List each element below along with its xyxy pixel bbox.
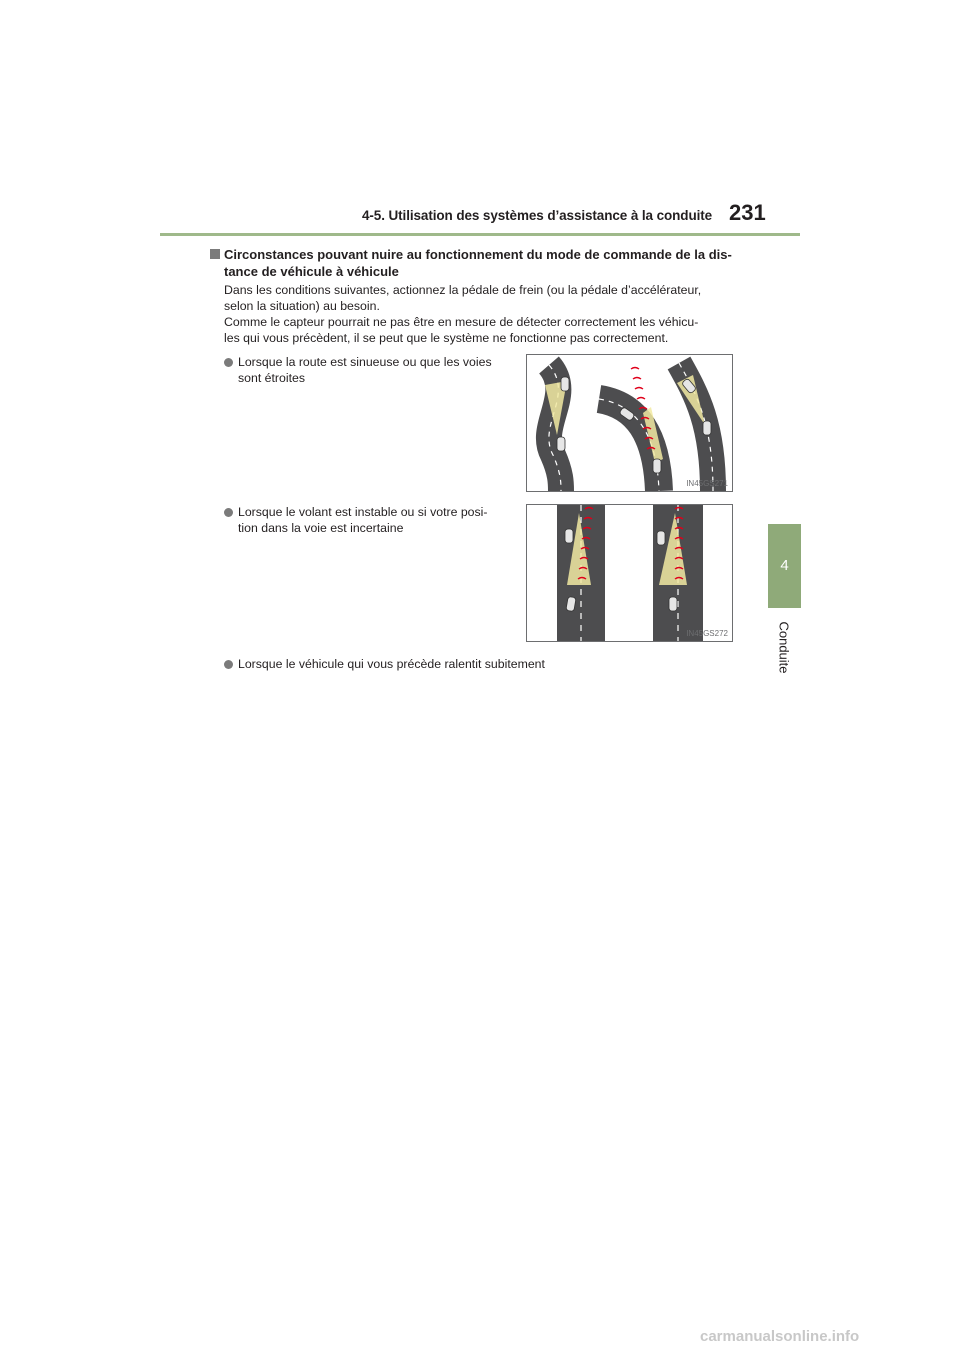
bullet-dot-icon	[224, 508, 233, 517]
chapter-label-container	[768, 612, 801, 682]
car-lead-4	[565, 529, 573, 543]
car-lead-5	[657, 531, 665, 545]
header-rule	[160, 233, 800, 236]
paragraph-2-line2: les qui vous précèdent, il se peut que le système ne fonctionne pas correctement.	[224, 331, 669, 345]
section-heading	[210, 246, 750, 280]
paragraph-1-line2: selon la situation) au besoin.	[224, 299, 380, 313]
figure-code: IN45GS271	[686, 479, 728, 488]
running-header-title: 4-5. Utilisation des systèmes d’assistance à la conduite	[362, 208, 713, 223]
page-number: 231	[729, 200, 766, 225]
section-heading-line2: tance de véhicule à véhicule	[224, 264, 399, 279]
car-lead-1	[561, 377, 569, 391]
curvy-roads-illustration	[527, 355, 732, 491]
bullet-text-line2: tion dans la voie est incertaine	[238, 521, 404, 535]
chapter-tab[interactable]	[768, 524, 801, 608]
bullet-text-line1: Lorsque le véhicule qui vous précède ralentit subitement	[238, 657, 545, 671]
bullet-item-unstable-steering	[224, 504, 516, 536]
straight-roads-illustration	[527, 505, 732, 641]
chapter-number: 4	[780, 557, 789, 574]
watermark: carmanualsonline.info	[700, 1328, 860, 1345]
section-heading-line1: Circonstances pouvant nuire au fonctionnement du mode de commande de la dis-	[224, 247, 732, 262]
car-own-2	[653, 459, 661, 473]
car-own-3	[703, 421, 711, 435]
car-own-1	[557, 437, 565, 451]
bullet-text-line1: Lorsque la route est sinueuse ou que les voies	[238, 355, 492, 369]
bullet-item-sudden-slowdown	[224, 656, 724, 672]
bullet-text-line1: Lorsque le volant est instable ou si votre posi-	[238, 505, 488, 519]
bullet-text-line2: sont étroites	[238, 371, 305, 385]
bullet-dot-icon	[224, 660, 233, 669]
car-own-5	[669, 597, 677, 611]
figure-curvy-roads	[526, 354, 733, 492]
paragraph-1	[224, 282, 750, 346]
bullet-item-winding-road	[224, 354, 516, 386]
figure-straight-roads	[526, 504, 733, 642]
paragraph-2-line1: Comme le capteur pourrait ne pas être en mesure de détecter correctement les véhicu-	[224, 315, 699, 329]
bullet-dot-icon	[224, 358, 233, 367]
figure-code: IN45GS272	[686, 629, 728, 638]
chapter-label: Conduite	[777, 620, 793, 674]
paragraph-1-line1: Dans les conditions suivantes, actionnez la pédale de frein (ou la pédale d’accélérateur,	[224, 283, 702, 297]
section-square-icon	[210, 249, 220, 259]
